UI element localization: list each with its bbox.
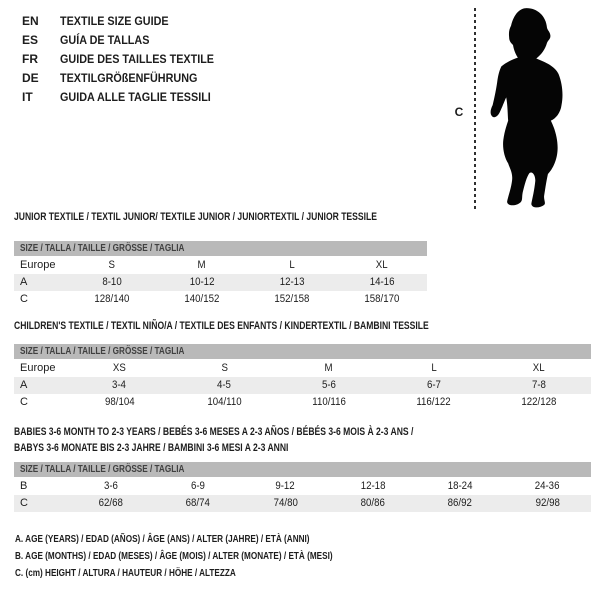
language-row-es: [22, 31, 231, 50]
row-label: C: [20, 497, 28, 509]
size-cell: 18-24: [447, 480, 473, 492]
size-cell: 122/128: [521, 396, 557, 408]
language-code: DE: [22, 71, 39, 85]
size-cell: 10-12: [189, 276, 215, 288]
babies-textile-table: [14, 424, 591, 512]
size-cell: 140/152: [184, 293, 220, 305]
size-cell: 8-10: [102, 276, 122, 288]
size-cell: 6-7: [426, 379, 441, 391]
table-title: CHILDREN'S TEXTILE / TEXTIL NIÑO/A / TEXTILE DES ENFANTS / KINDERTEXTIL / BAMBINI TESSILE: [14, 320, 429, 332]
children-textile-table: [14, 319, 591, 411]
size-cell: 128/140: [94, 293, 130, 305]
size-cell: 6-9: [190, 480, 205, 492]
table-row: [14, 495, 591, 512]
legend-notes: [15, 531, 422, 582]
size-cell: L: [289, 259, 295, 271]
size-cell: XL: [532, 362, 545, 374]
row-label: C: [20, 293, 28, 305]
size-cell: 158/170: [364, 293, 400, 305]
size-cell: 68/74: [185, 497, 211, 509]
table-title-line2: BABYS 3-6 MONATE BIS 2-3 JAHRE / BAMBINI 3-6 MESI A 2-3 ANNI: [14, 442, 289, 454]
size-cell: 92/98: [535, 497, 560, 509]
size-cell: 9-12: [275, 480, 296, 492]
row-label: Europe: [20, 259, 56, 271]
row-label: A: [20, 379, 28, 391]
language-row-it: [22, 88, 231, 107]
size-cell: 86/92: [447, 497, 473, 509]
table-row: [14, 291, 427, 308]
row-label: A: [20, 276, 28, 288]
size-cell: 4-5: [217, 379, 232, 391]
size-cell: 3-6: [103, 480, 118, 492]
size-cell: 12-18: [360, 480, 386, 492]
size-cell: 104/110: [207, 396, 242, 408]
size-cell: 5-6: [321, 379, 336, 391]
height-measure-label: C: [454, 105, 464, 119]
table-row: [14, 274, 427, 291]
language-code: EN: [22, 14, 39, 28]
table-title: JUNIOR TEXTILE / TEXTIL JUNIOR/ TEXTILE JUNIOR / JUNIORTEXTIL / JUNIOR TESSILE: [14, 211, 377, 223]
language-row-de: [22, 69, 231, 88]
size-cell: L: [431, 362, 437, 374]
note-age-years: A. AGE (YEARS) / EDAD (AÑOS) / ÂGE (ANS) / ALTER (JAHRE) / ETÀ (ANNI): [15, 533, 310, 545]
language-label: TEXTILGRÖßENFÜHRUNG: [60, 71, 198, 85]
row-label: C: [20, 396, 28, 408]
row-label: B: [20, 480, 28, 492]
table-row: [14, 394, 591, 411]
junior-textile-table: [14, 210, 427, 308]
size-cell: XS: [112, 362, 126, 374]
size-cell: 110/116: [312, 396, 346, 408]
language-code: FR: [22, 52, 38, 66]
size-cell: S: [108, 259, 116, 271]
note-height-cm: C. (cm) HEIGHT / ALTURA / HAUTEUR / HÖHE / ALTEZZA: [15, 567, 236, 579]
size-cell: S: [220, 362, 228, 374]
language-label: GUÍA DE TALLAS: [60, 33, 150, 47]
toddler-silhouette-icon: [481, 6, 578, 212]
size-cell: M: [197, 259, 207, 271]
table-row: [14, 377, 591, 394]
height-dashed-line: [474, 8, 476, 210]
language-code: IT: [22, 90, 33, 104]
size-cell: 62/68: [98, 497, 123, 509]
size-cell: 14-16: [369, 276, 395, 288]
size-cell: 116/122: [416, 396, 451, 408]
size-cell: 98/104: [104, 396, 135, 408]
size-cell: M: [324, 362, 334, 374]
language-label: TEXTILE SIZE GUIDE: [60, 14, 169, 28]
language-row-fr: [22, 50, 231, 69]
size-header-bar: SIZE / TALLA / TAILLE / GRÖSSE / TAGLIA: [14, 462, 591, 477]
size-cell: 74/80: [273, 497, 298, 509]
table-row: [14, 478, 591, 495]
size-cell: 7-8: [531, 379, 546, 391]
table-title: BABIES 3-6 MONTH TO 2-3 YEARS / BEBÉS 3-6 MESES A 2-3 AÑOS / BÉBÉS 3-6 MOIS À 2-3 ANS /: [14, 426, 414, 438]
language-list: [22, 12, 231, 107]
size-cell: 12-13: [279, 276, 305, 288]
size-cell: 3-4: [112, 379, 127, 391]
size-header-bar: SIZE / TALLA / TAILLE / GRÖSSE / TAGLIA: [14, 344, 591, 359]
table-row: [14, 257, 427, 274]
language-code: ES: [22, 33, 39, 47]
language-label: GUIDA ALLE TAGLIE TESSILI: [60, 90, 211, 104]
row-label: Europe: [20, 362, 56, 374]
size-cell: 152/158: [274, 293, 310, 305]
language-row-en: [22, 12, 231, 31]
note-age-months: B. AGE (MONTHS) / EDAD (MESES) / ÂGE (MOIS) / ALTER (MONATE) / ETÀ (MESI): [15, 550, 333, 562]
language-label: GUIDE DES TAILLES TEXTILE: [60, 52, 215, 66]
size-header-bar: SIZE / TALLA / TAILLE / GRÖSSE / TAGLIA: [14, 241, 427, 256]
size-cell: 80/86: [360, 497, 385, 509]
table-row: [14, 360, 591, 377]
size-cell: 24-36: [534, 480, 560, 492]
size-cell: XL: [376, 259, 388, 271]
